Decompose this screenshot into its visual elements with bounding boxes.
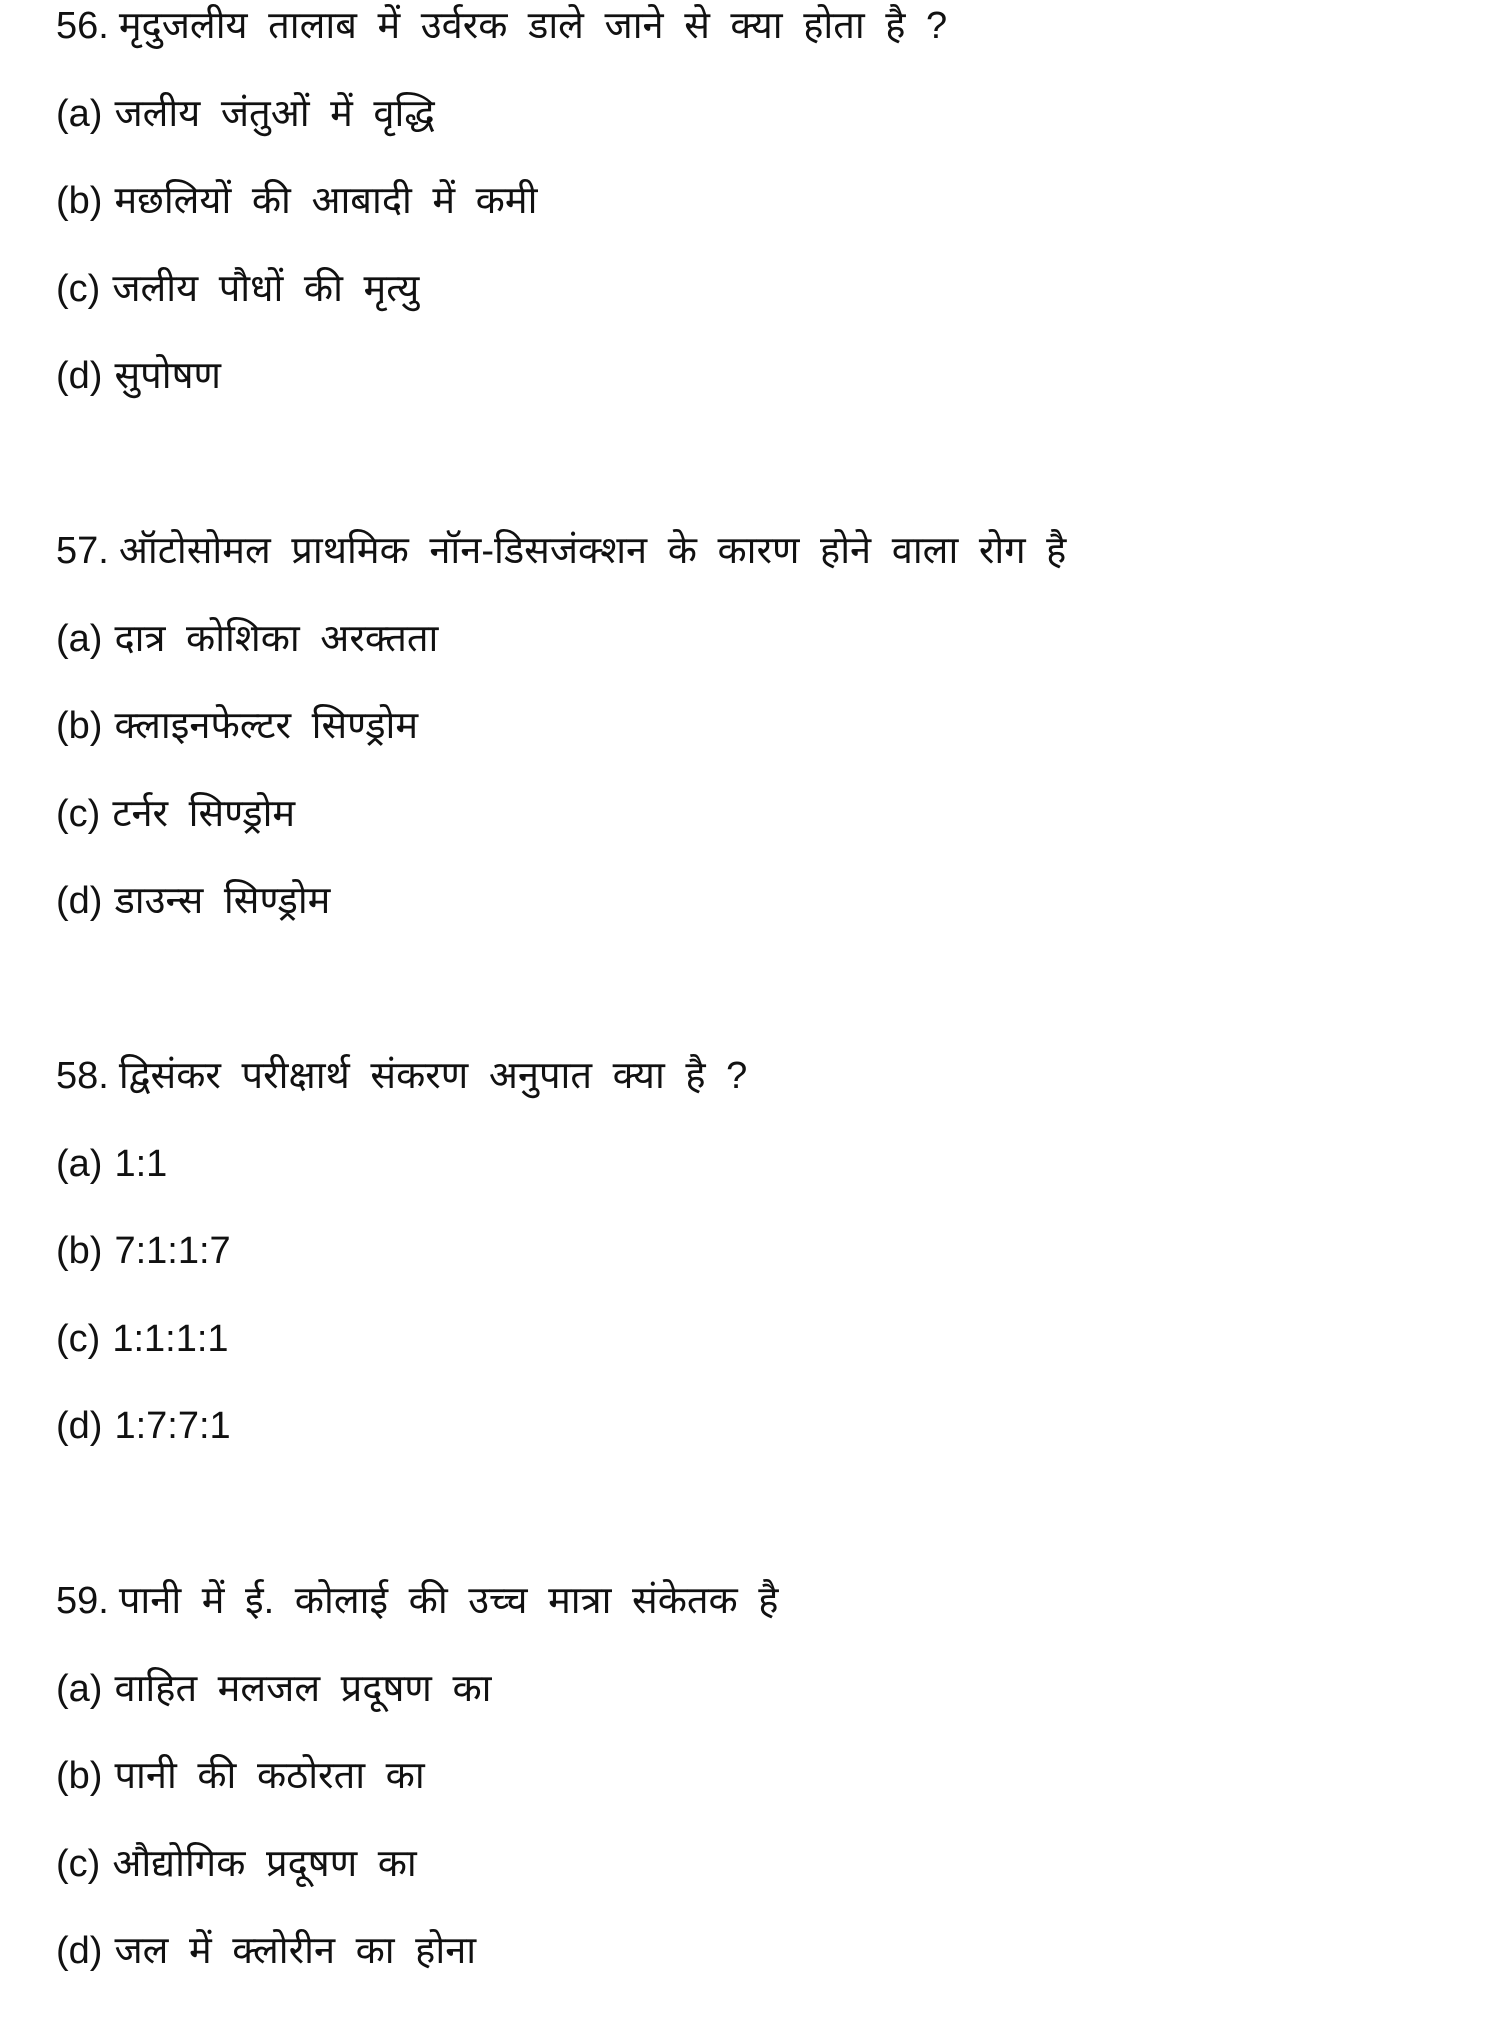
option-b: [56, 1750, 778, 1838]
option-label: (a): [56, 1142, 103, 1185]
option-c: [56, 1838, 778, 1926]
option-text: जल में क्लोरीन का होना: [114, 1930, 477, 1973]
option-text: दात्र कोशिका अरक्तता: [114, 617, 439, 660]
option-text: डाउन्स सिण्ड्रोम: [114, 880, 331, 923]
option-label: (a): [56, 617, 103, 660]
option-a: [56, 88, 947, 176]
option-label: (b): [56, 1230, 103, 1273]
option-label: (c): [56, 792, 101, 835]
option-d: [56, 1925, 778, 2013]
option-text: 1:1: [114, 1142, 168, 1185]
option-text: क्लाइनफेल्टर सिण्ड्रोम: [114, 705, 419, 748]
option-text: पानी की कठोरता का: [114, 1755, 425, 1798]
option-label: (b): [56, 1755, 103, 1798]
question-number: 59.: [56, 1580, 109, 1622]
option-c: [56, 263, 947, 351]
option-label: (a): [56, 1667, 103, 1710]
question-stem: [56, 0, 947, 88]
option-text: टर्नर सिण्ड्रोम: [112, 792, 296, 835]
option-c: [56, 788, 1066, 876]
question-stem: [56, 1050, 747, 1138]
option-b: [56, 175, 947, 263]
option-label: (c): [56, 267, 101, 310]
option-text: मछलियों की आबादी में कमी: [114, 180, 538, 223]
option-label: (b): [56, 705, 103, 748]
question-number: 56.: [56, 5, 109, 47]
option-b: [56, 1225, 747, 1313]
option-a: [56, 1663, 778, 1751]
option-text: वाहित मलजल प्रदूषण का: [114, 1667, 492, 1710]
option-label: (d): [56, 1930, 103, 1973]
option-label: (a): [56, 92, 103, 135]
question-text: मृदुजलीय तालाब में उर्वरक डाले जाने से क्या होता है ?: [118, 5, 948, 47]
option-text: सुपोषण: [114, 355, 222, 398]
option-a: [56, 1138, 747, 1226]
option-c: [56, 1313, 747, 1401]
option-text: जलीय पौधों की मृत्यु: [112, 267, 420, 310]
question-text: ऑटोसोमल प्राथमिक नॉन-डिसजंक्शन के कारण होने वाला रोग है: [118, 530, 1067, 572]
option-d: [56, 875, 1066, 963]
option-label: (d): [56, 1405, 103, 1448]
option-d: [56, 350, 947, 438]
option-text: औद्योगिक प्रदूषण का: [112, 1842, 417, 1885]
option-label: (b): [56, 180, 103, 223]
question-59: [56, 1575, 778, 2013]
option-text: 1:1:1:1: [112, 1317, 229, 1360]
option-a: [56, 613, 1066, 701]
question-number: 58.: [56, 1055, 109, 1097]
question-57: [56, 525, 1066, 963]
option-label: (d): [56, 880, 103, 923]
option-label: (c): [56, 1842, 101, 1885]
option-label: (c): [56, 1317, 101, 1360]
option-text: 1:7:7:1: [114, 1405, 231, 1448]
question-stem: [56, 525, 1066, 613]
option-text: 7:1:1:7: [114, 1230, 231, 1273]
question-56: [56, 0, 947, 438]
option-b: [56, 700, 1066, 788]
question-text: द्विसंकर परीक्षार्थ संकरण अनुपात क्या है ?: [118, 1055, 748, 1097]
question-58: [56, 1050, 747, 1488]
question-text: पानी में ई. कोलाई की उच्च मात्रा संकेतक है: [118, 1580, 779, 1622]
option-d: [56, 1400, 747, 1488]
option-text: जलीय जंतुओं में वृद्धि: [114, 92, 435, 135]
question-stem: [56, 1575, 778, 1663]
question-number: 57.: [56, 530, 109, 572]
option-label: (d): [56, 355, 103, 398]
